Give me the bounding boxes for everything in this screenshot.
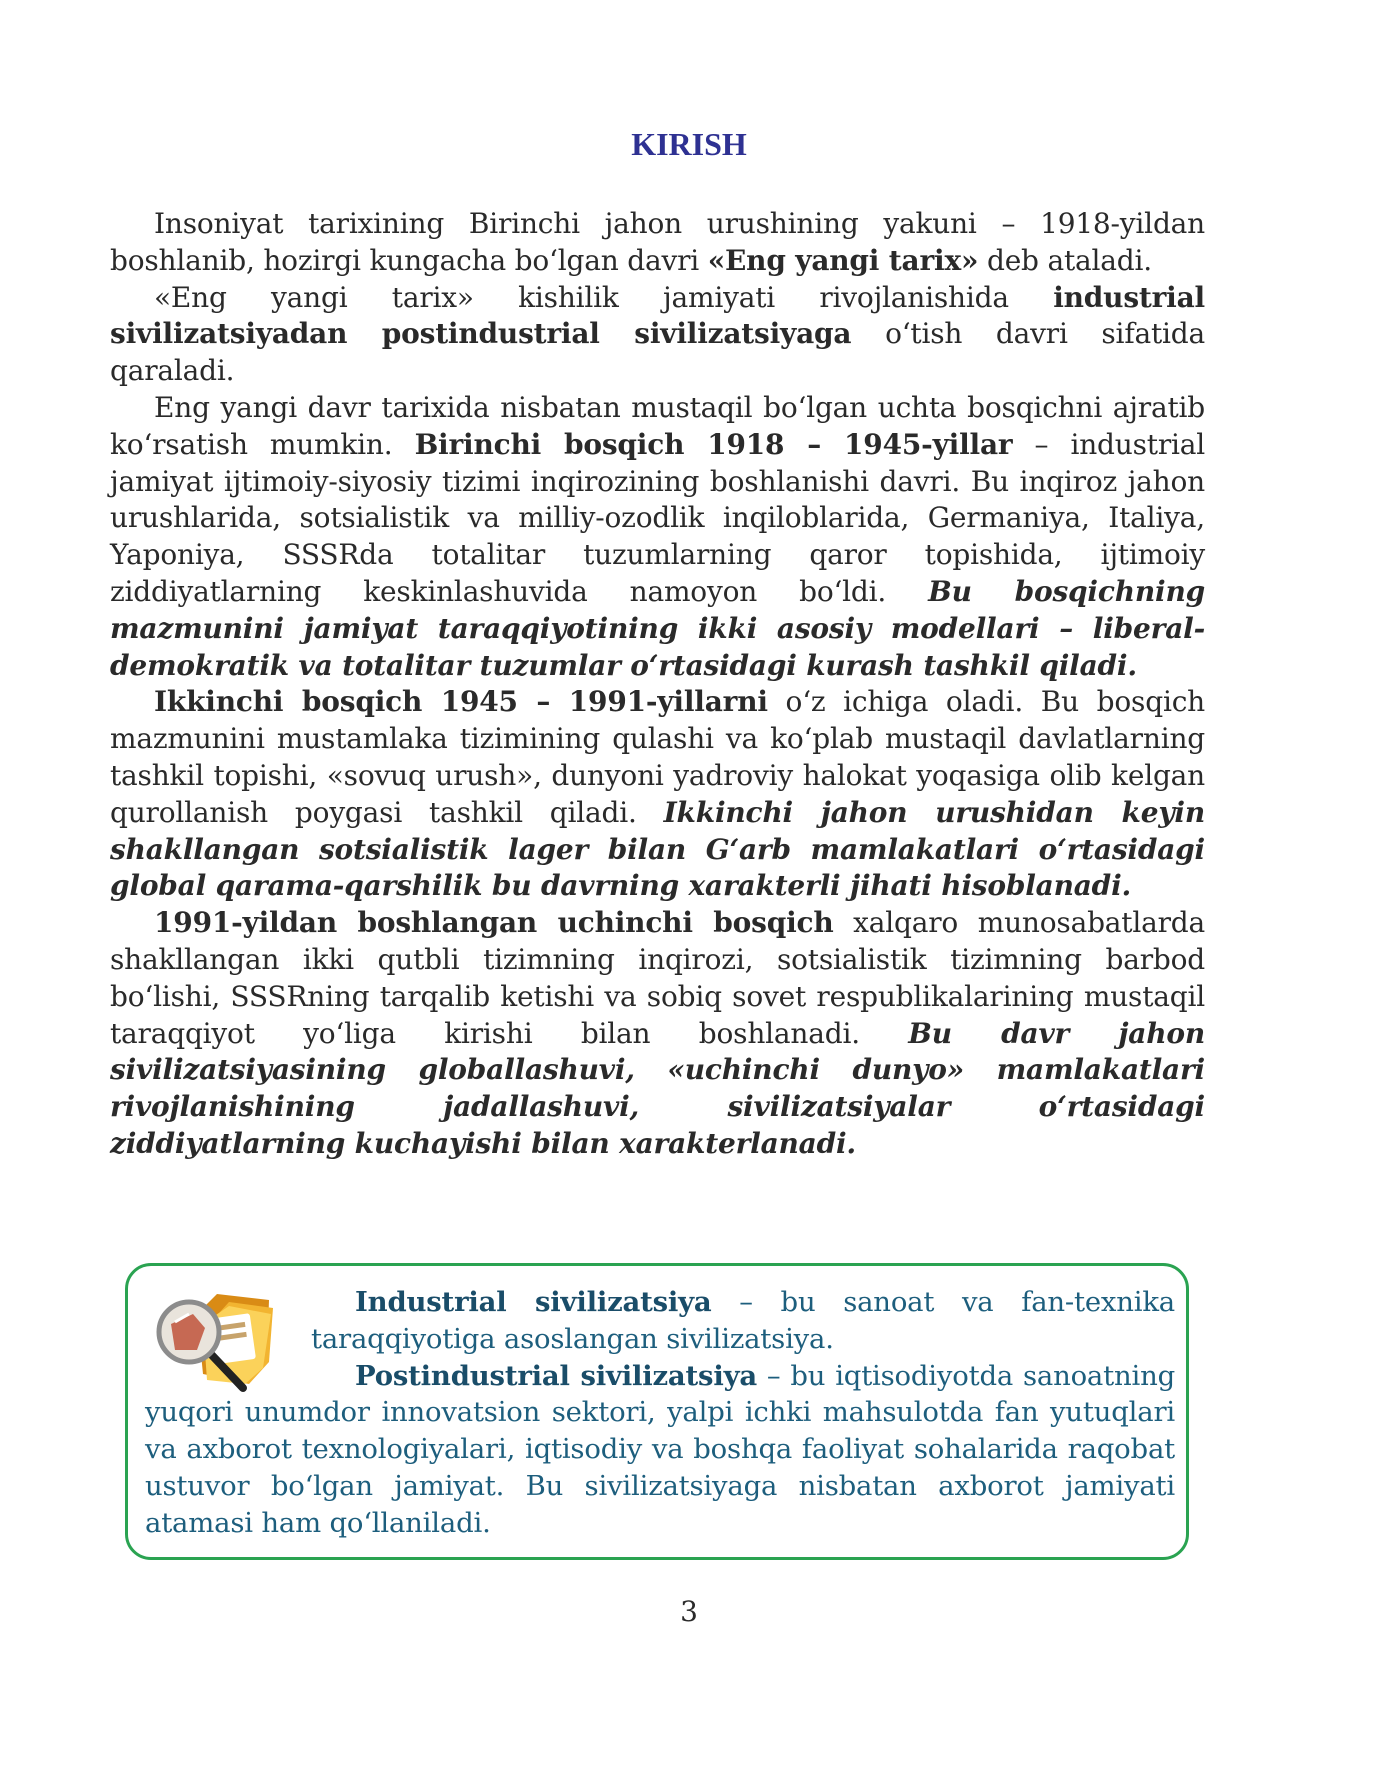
main-text (110, 206, 1205, 1163)
paragraph (110, 684, 1205, 905)
folder-magnifier-icon (145, 1284, 311, 1392)
text-run: deb ataladi. (978, 243, 1152, 277)
page-number: 3 (680, 1595, 698, 1628)
bold-italic-run: Bu bosqichning mazmunini jamiyat taraqqiyotining ikki asosiy modellari – liberal-demokratik va totalitar tuzumlar o‘rtasidagi kurash tashkil qiladi. (110, 574, 1205, 682)
text-run: xalqaro munosabatlarda shakllangan ikki qutbli tizimning inqirozi, sotsialistik tizimning barbod bo‘lishi, SSSRning tarqalib ketishi va sobiq sovet respublikalarining mustaqil taraqqiyot yo‘liga kirishi bilan boshlanadi. (110, 906, 1205, 1050)
paragraph (110, 390, 1205, 684)
definition-term: Postindustrial sivilizatsiya (355, 1359, 757, 1392)
definitions-text (145, 1284, 1175, 1542)
bold-run: Birinchi bosqich 1918 – 1945-yillar (414, 427, 1013, 461)
text-run: Eng yangi davr tarixida nisbatan mustaqil bo‘lgan uchta bosqichni ajratib ko‘rsatish mumkin. (110, 390, 1205, 461)
text-run: – industrial jamiyat ijtimoiy-siyosiy tizimi inqirozining boshlanishi davri. Bu inqiroz jahon urushlarida, sotsialistik va milliy-ozodlik inqiloblarida, Germaniya, Italiya, Yaponiya, SSSRda totalitar tuzumlarning qaror topishida, ijtimoiy ziddiyatlarning keskinlashuvida namoyon bo‘ldi. (110, 427, 1206, 608)
page-title: KIRISH (631, 126, 747, 162)
text-run: o‘z ichiga oladi. Bu bosqich mazmunini mustamlaka tizimining qulashi va ko‘plab mustaqil davlatlarning tashkil topishi, «sovuq urush», dunyoni yadroviy halokat yoqasiga olib kelgan qurollanish poygasi tashkil qiladi. (110, 685, 1206, 829)
text-run: o‘tish davri sifatida qaraladi. (110, 317, 1205, 388)
paragraph (110, 280, 1205, 390)
paragraph (110, 206, 1205, 280)
bold-run: Ikkinchi bosqich 1945 – 1991-yillarni (154, 685, 768, 719)
bold-run: «Eng yangi tarix» (707, 243, 979, 277)
paragraph (110, 905, 1205, 1163)
definition-text: – bu iqtisodiyotda sanoatning yuqori unumdor innovatsion sektori, yalpi ichki mahsulotda fan yutuqlari va axborot texnologiyalari, iqtisodiy va boshqa faoliyat sohalarida raqobat ustuvor bo‘lgan jamiyat. Bu sivilizatsiyaga nisbatan axborot jamiyati atamasi ham qo‘llaniladi. (145, 1359, 1176, 1539)
bold-run: industrial sivilizatsiyadan postindustrial sivilizatsiyaga (110, 280, 1205, 351)
text-run: «Eng yangi tarix» kishilik jamiyati rivojlanishida (154, 280, 1054, 314)
bold-run: 1991-yildan boshlangan uchinchi bosqich (154, 906, 834, 940)
text-run: Insoniyat tarixining Birinchi jahon urushining yakuni – 1918-yildan boshlanib, hozirgi kungacha bo‘lgan davri (110, 207, 1205, 277)
definitions-box (125, 1263, 1189, 1560)
bold-italic-run: Bu davr jahon sivilizatsiyasining globallashuvi, «uchinchi dunyo» mamlakatlari rivojlanishining jadallashuvi, sivilizatsiyalar o‘rtasidagi ziddiyatlarning kuchayishi bilan xarakterlanadi. (110, 1016, 1205, 1160)
bold-italic-run: Ikkinchi jahon urushidan keyin shakllangan sotsialistik lager bilan G‘arb mamlakatlari o‘rtasidagi global qarama-qarshilik bu davrning xarakterli jihati hisoblanadi. (110, 795, 1205, 903)
definition-text: – bu sanoat va fan-texnika taraqqiyotiga asoslangan sivilizatsiya. (311, 1286, 1175, 1355)
definition-term: Industrial sivilizatsiya (355, 1286, 712, 1318)
